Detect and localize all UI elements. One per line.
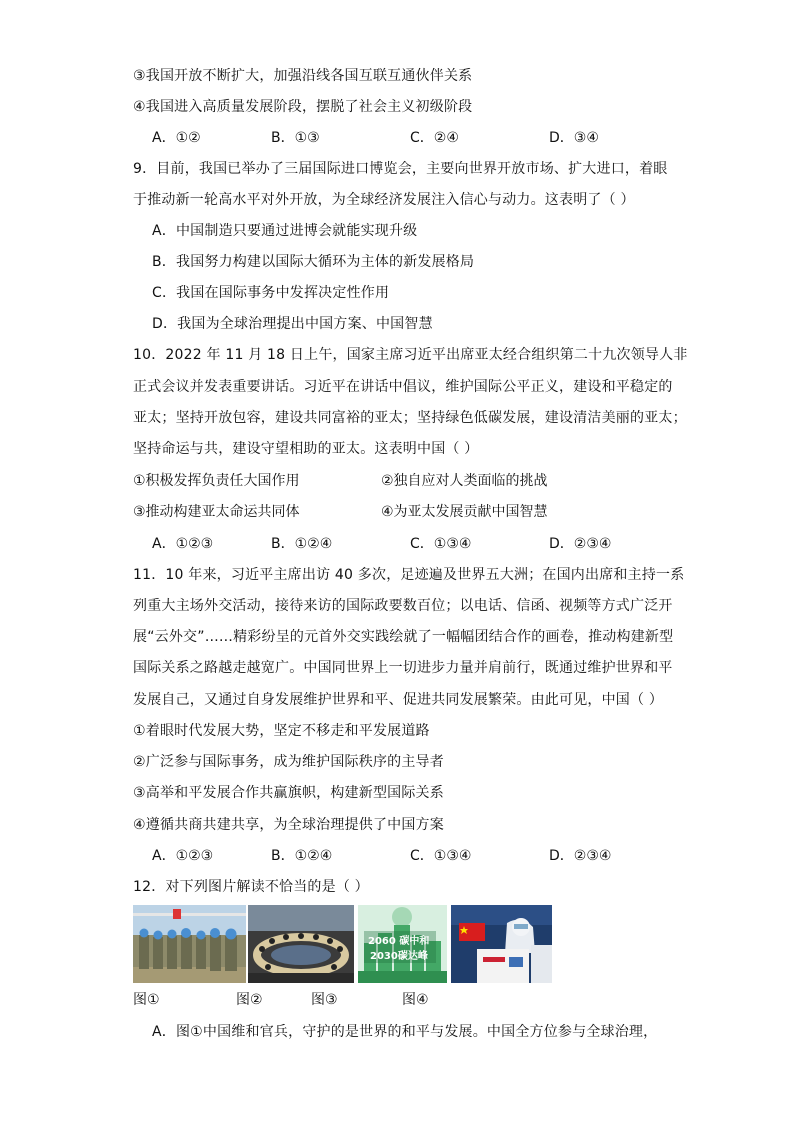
q11-stem-line-4: 国际关系之路越走越宽广。中国同世界上一切进步力量并肩前行，既通过维护世界和平 (133, 660, 673, 676)
q10-stem-line-2: 正式会议并发表重要讲话。习近平在讲话中倡议，维护国际公平正义，建设和平稳定的 (133, 379, 673, 395)
q11-option-b: B．①②④ (271, 848, 333, 864)
q8-option-b: B．①③ (271, 130, 320, 146)
q11-stem-line-1: 11．10 年来，习近平主席出访 40 多次，足迹遍及世界五大洲；在国内出席和主持一系 (133, 567, 685, 583)
q10-statement-3: ③推动构建亚太命运共同体 (133, 504, 300, 520)
q9-stem-line-2: 于推动新一轮高水平对外开放，为全球经济发展注入信心与动力。这表明了（ ） (133, 192, 635, 208)
q11-statement-4: ④遵循共商共建共享，为全球治理提供了中国方案 (133, 817, 444, 833)
q11-options (0, 846, 794, 866)
q10-statement-4: ④为亚太发展贡献中国智慧 (381, 504, 548, 520)
q12-caption-4: 图④ (402, 992, 429, 1008)
q9-stem-line-1: 9．目前，我国已举办了三届国际进口博览会，主要向世界开放市场、扩大进口，着眼 (133, 161, 668, 177)
q10-stem-line-1: 10．2022 年 11 月 18 日上午，国家主席习近平出席亚太经合组织第二十九次领导人非 (133, 347, 688, 363)
q12-picture-1-peacekeepers (133, 905, 246, 983)
q11-option-d: D．②③④ (549, 848, 612, 864)
q8-options (0, 128, 794, 148)
q8-statement-3: ③我国开放不断扩大，加强沿线各国互联互通伙伴关系 (133, 68, 473, 84)
q11-statement-3: ③高举和平发展合作共赢旗帜，构建新型国际关系 (133, 785, 444, 801)
q10-statements-row-2 (0, 502, 794, 522)
q10-option-c: C．①③④ (410, 536, 472, 552)
q9-option-c: C．我国在国际事务中发挥决定性作用 (152, 285, 390, 301)
q10-statements-row-1 (0, 471, 794, 491)
q9-option-b: B．我国努力构建以国际大循环为主体的新发展格局 (152, 254, 475, 270)
q12-caption-2: 图② (236, 992, 263, 1008)
q9-option-a: A．中国制造只要通过进博会就能实现升级 (152, 223, 418, 239)
q12-picture-3-carbon-poster (358, 905, 447, 983)
q12-caption-1: 图① (133, 992, 160, 1008)
q10-option-b: B．①②④ (271, 536, 333, 552)
q11-stem-line-2: 列重大主场外交活动，接待来访的国际政要数百位；以电话、信函、视频等方式广泛开 (133, 598, 673, 614)
q12-stem: 12．对下列图片解读不恰当的是（ ） (133, 879, 369, 895)
q8-option-d: D．③④ (549, 130, 599, 146)
q12-option-a: A．图①中国维和官兵，守护的是世界的和平与发展。中国全方位参与全球治理， (152, 1024, 658, 1040)
q8-option-c: C．②④ (410, 130, 459, 146)
q10-stem-line-4: 坚持命运与共，建设守望相助的亚太。这表明中国（ ） (133, 441, 479, 457)
q10-option-d: D．②③④ (549, 536, 612, 552)
q9-option-d: D．我国为全球治理提出中国方案、中国智慧 (152, 316, 433, 332)
q10-statement-1: ①积极发挥负责任大国作用 (133, 473, 300, 489)
q12-picture-2-un-meeting (248, 905, 354, 983)
q11-stem-line-3: 展“云外交”……精彩纷呈的元首外交实践绘就了一幅幅团结合作的画卷，推动构建新型 (133, 629, 674, 645)
q11-statement-2: ②广泛参与国际事务，成为维护国际秩序的主导者 (133, 754, 444, 770)
q12-caption-3: 图③ (311, 992, 338, 1008)
q12-picture-3-text-2: 2030碳达峰 (370, 951, 428, 962)
q11-stem-line-5: 发展自己，又通过自身发展维护世界和平、促进共同发展繁荣。由此可见，中国（ ） (133, 692, 664, 708)
q12-picture-4-medical-aid (451, 905, 552, 983)
q11-option-c: C．①③④ (410, 848, 472, 864)
q11-option-a: A．①②③ (152, 848, 214, 864)
q12-picture-captions (0, 990, 794, 1010)
q10-option-a: A．①②③ (152, 536, 214, 552)
q11-statement-1: ①着眼时代发展大势，坚定不移走和平发展道路 (133, 723, 430, 739)
q10-statement-2: ②独自应对人类面临的挑战 (381, 473, 548, 489)
q12-picture-3-text-1: 2060 碳中和 (368, 936, 430, 947)
q8-option-a: A．①② (152, 130, 201, 146)
q10-options (0, 534, 794, 554)
q8-statement-4: ④我国进入高质量发展阶段，摆脱了社会主义初级阶段 (133, 99, 473, 115)
q10-stem-line-3: 亚太；坚持开放包容，建设共同富裕的亚太；坚持绿色低碳发展，建设清洁美丽的亚太； (133, 410, 687, 426)
